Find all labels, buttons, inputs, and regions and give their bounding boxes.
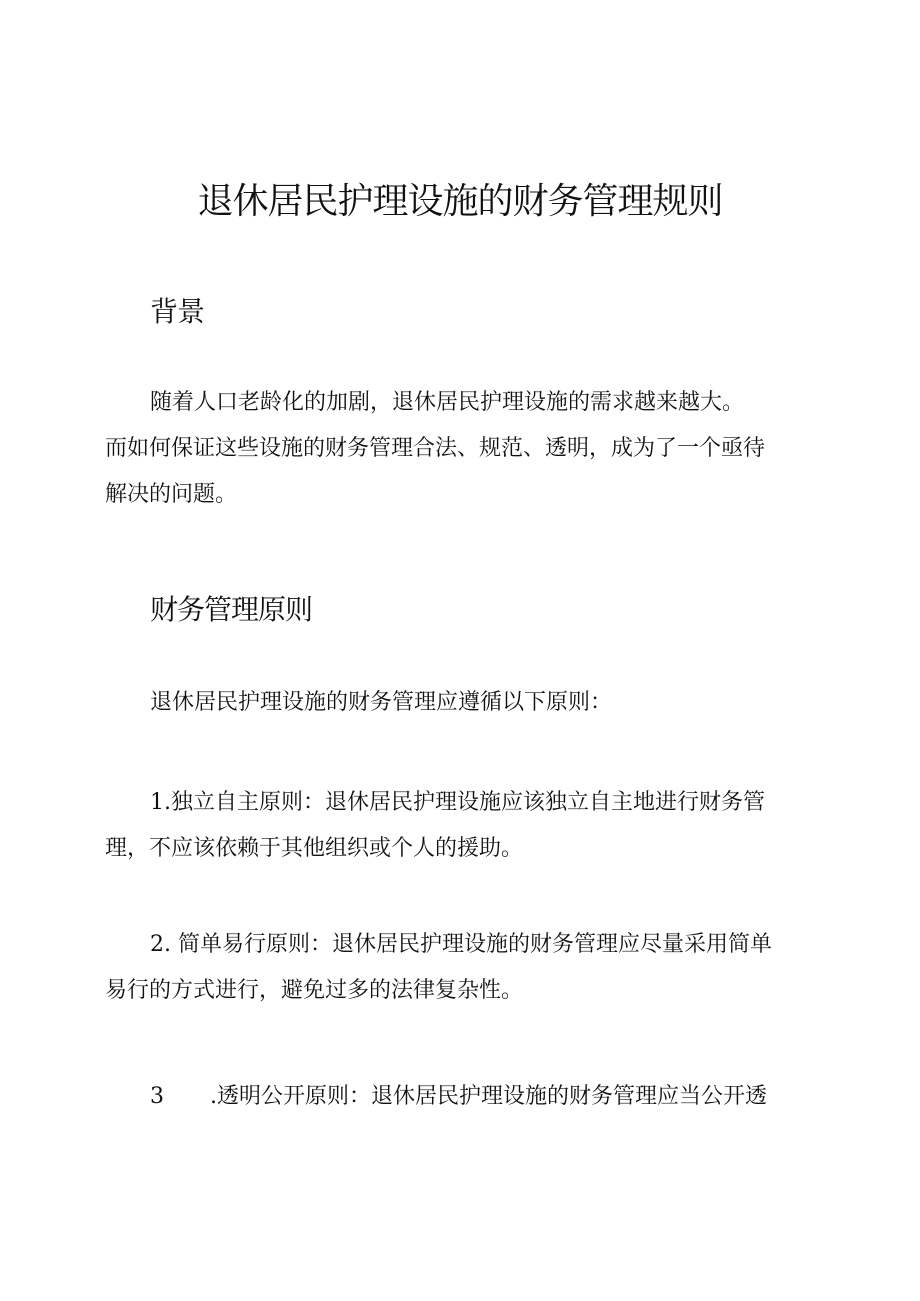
paragraph-line: 解决的问题。 xyxy=(105,482,238,507)
item-line xyxy=(105,1074,817,1120)
paragraph-line: 而如何保证这些设施的财务管理合法、规范、透明，成为了一个亟待 xyxy=(105,436,766,461)
item-line: 易行的方式进行，避免过多的法律复杂性。 xyxy=(105,978,524,1003)
item-text: . 简单易行原则：退休居民护理设施的财务管理应尽量采用简单 xyxy=(164,932,772,957)
paragraph-line: 随着人口老龄化的加剧，退休居民护理设施的需求越来越大。 xyxy=(150,390,745,415)
item-text: .透明公开原则：退休居民护理设施的财务管理应当公开透 xyxy=(210,1084,767,1109)
principle-item-1 xyxy=(105,780,817,872)
item-number: 3 xyxy=(150,1084,164,1109)
principles-intro xyxy=(105,680,817,726)
item-number: 1 xyxy=(150,790,164,815)
item-text: .独立自主原则：退休居民护理设施应该独立自主地进行财务管 xyxy=(164,790,765,815)
background-paragraph xyxy=(105,380,817,518)
intro-line: 退休居民护理设施的财务管理应遵循以下原则： xyxy=(150,690,613,715)
item-line xyxy=(105,780,817,826)
principle-item-2 xyxy=(105,922,817,1014)
document-title: 退休居民护理设施的财务管理规则 xyxy=(197,181,723,222)
principle-item-3 xyxy=(105,1074,817,1120)
section-heading-principles: 财务管理原则 xyxy=(150,593,313,626)
item-line: 理，不应该依赖于其他组织或个人的援助。 xyxy=(105,836,524,861)
item-line xyxy=(105,922,817,968)
item-number: 2 xyxy=(150,932,164,957)
section-heading-background: 背景 xyxy=(150,295,205,328)
